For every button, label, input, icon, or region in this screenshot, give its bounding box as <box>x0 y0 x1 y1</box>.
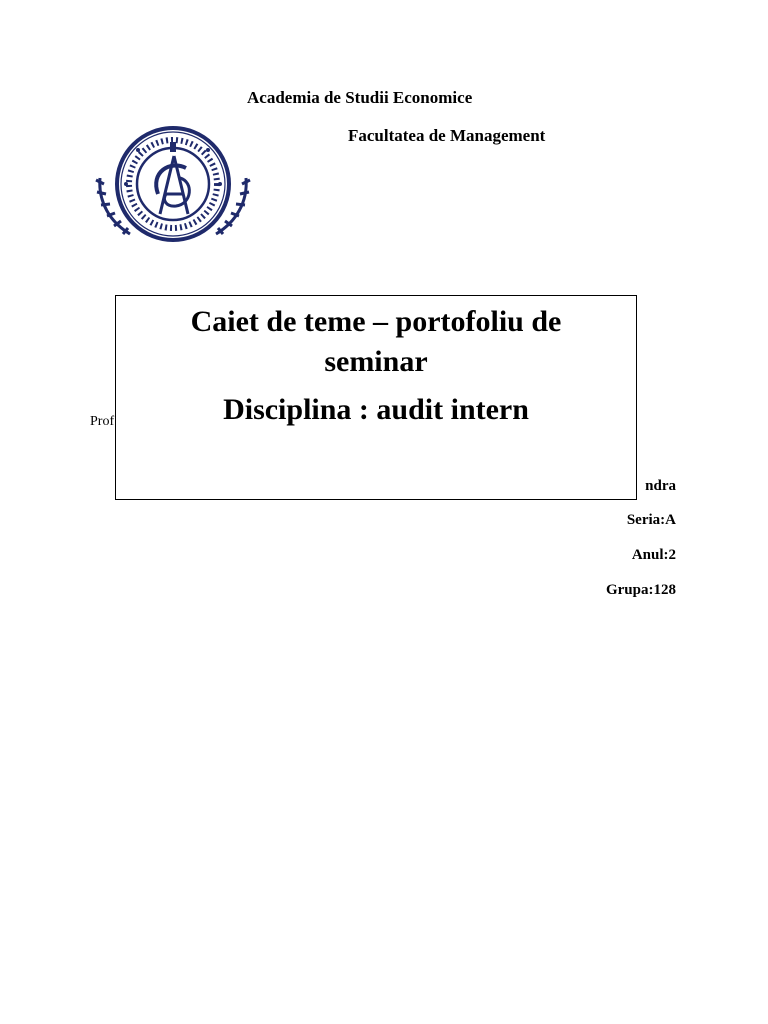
portfolio-title: Caiet de teme – portofoliu de seminar <box>190 305 562 378</box>
professor-label-fragment: Prof <box>90 414 115 429</box>
discipline-title: Disciplina : audit intern <box>223 393 529 426</box>
year-line: Anul:2 <box>631 547 676 563</box>
institution-name: Academia de Studii Economice <box>247 88 473 107</box>
ase-logo-seal <box>90 122 256 248</box>
faculty-name: Facultatea de Management <box>348 126 546 145</box>
cover-title-box <box>115 295 637 500</box>
group-line: Grupa:128 <box>605 582 676 598</box>
student-name-fragment: ndra <box>645 478 676 494</box>
series-line: Seria:A <box>626 512 676 528</box>
